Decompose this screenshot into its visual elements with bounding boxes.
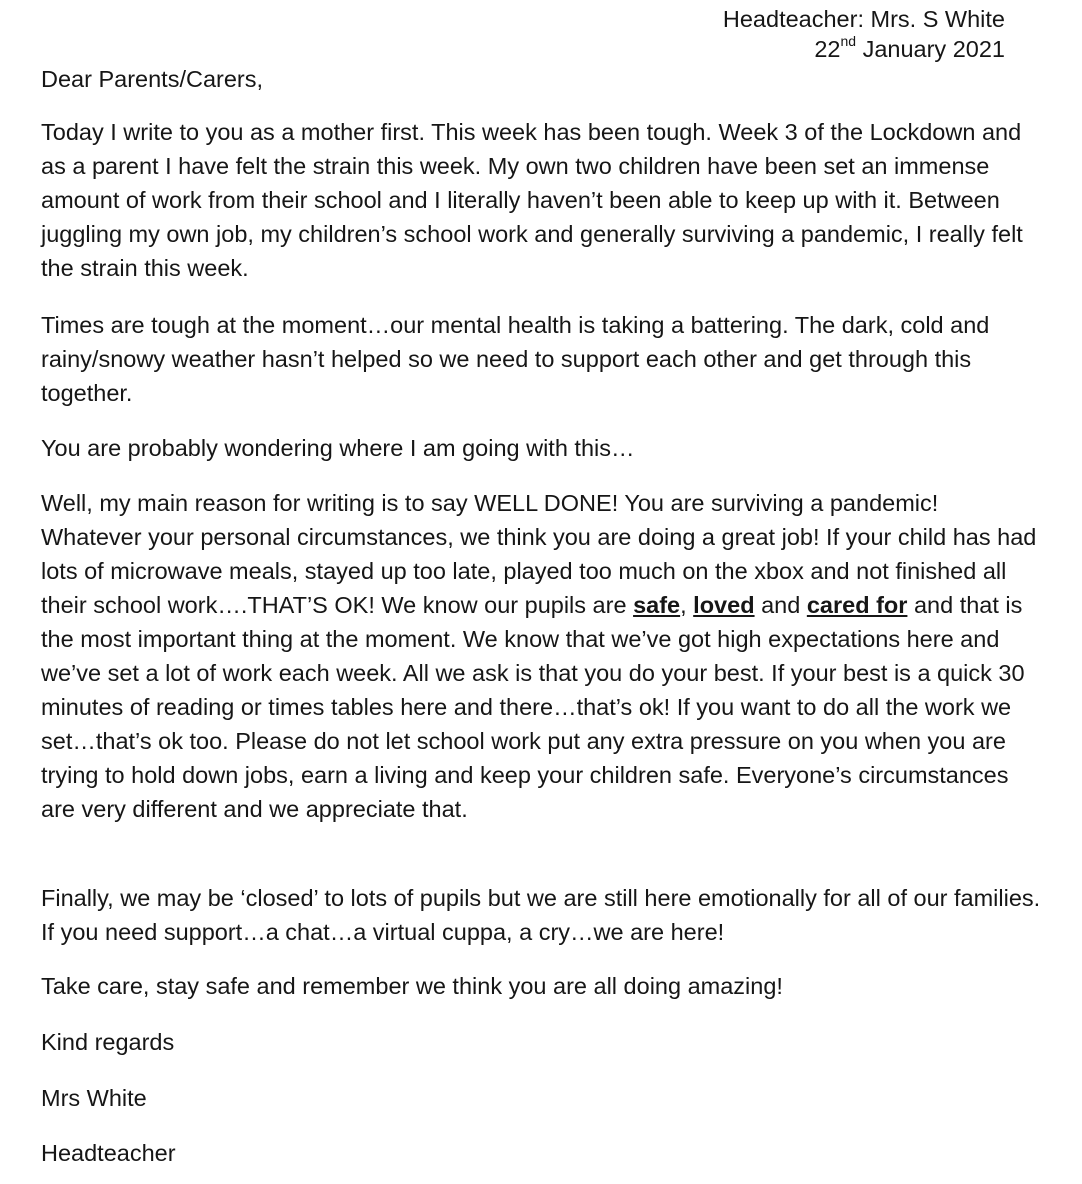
salutation: Dear Parents/Carers, [41,66,264,92]
emphasis-cared-for: cared for [806,592,908,618]
paragraph-4-sep-1: , [680,592,694,618]
paragraph-6: Take care, stay safe and remember we think you are all doing amazing! [41,973,783,999]
letter-header [723,4,1005,64]
paragraph-2: Times are tough at the moment…our mental health is taking a battering. The dark, cold and rainy/snowy weather hasn’t helped so we need to support each other and get through this together. [41,312,990,406]
date-day: 22 [814,36,841,62]
letter-date [723,34,1005,64]
headteacher-line: Headteacher: Mrs. S White [722,6,1005,32]
emphasis-loved: loved [693,592,755,618]
date-suffix: nd [840,33,857,50]
closing: Kind regards [41,1029,175,1055]
paragraph-4-after: and that is the most important thing at the moment. We know that we’ve got high expectations here and we’ve set a lot of work each week. All we ask is that you do your best. If your best is a quick 30 minutes of reading or times tables here and there…that’s ok! If you want to do all the work we set…that’s ok too. Please do not let school work put any extra pressure on you when you are trying to hold down jobs, earn a living and keep your children safe. Everyone’s circumstances are very different and we appreciate that. [41,592,1025,822]
paragraph-4 [41,486,1041,826]
paragraph-4-before: Well, my main reason for writing is to say WELL DONE! You are surviving a pandemic! Whatever your personal circumstances, we think you are doing a great job! If your child has had lots of microwave meals, stayed up too late, played too much on the xbox and not finished all their school work….THAT’S OK! We know our pupils are [41,490,1037,618]
paragraph-1: Today I write to you as a mother first. This week has been tough. Week 3 of the Lockdown and as a parent I have felt the strain this week. My own two children have been set an immense amount of work from their school and I literally haven’t been able to keep up with it. Between juggling my own job, my children’s school work and generally surviving a pandemic, I really felt the strain this week. [41,119,1023,281]
paragraph-5: Finally, we may be ‘closed’ to lots of pupils but we are still here emotionally for all of our families. If you need support…a chat…a virtual cuppa, a cry…we are here! [41,885,1041,945]
paragraph-4-sep-2: and [754,592,807,618]
signature-title: Headteacher [41,1140,176,1166]
date-rest: January 2021 [856,36,1005,62]
paragraph-3: You are probably wondering where I am going with this… [41,435,635,461]
signature-name: Mrs White [41,1085,147,1111]
emphasis-safe: safe [633,592,681,618]
